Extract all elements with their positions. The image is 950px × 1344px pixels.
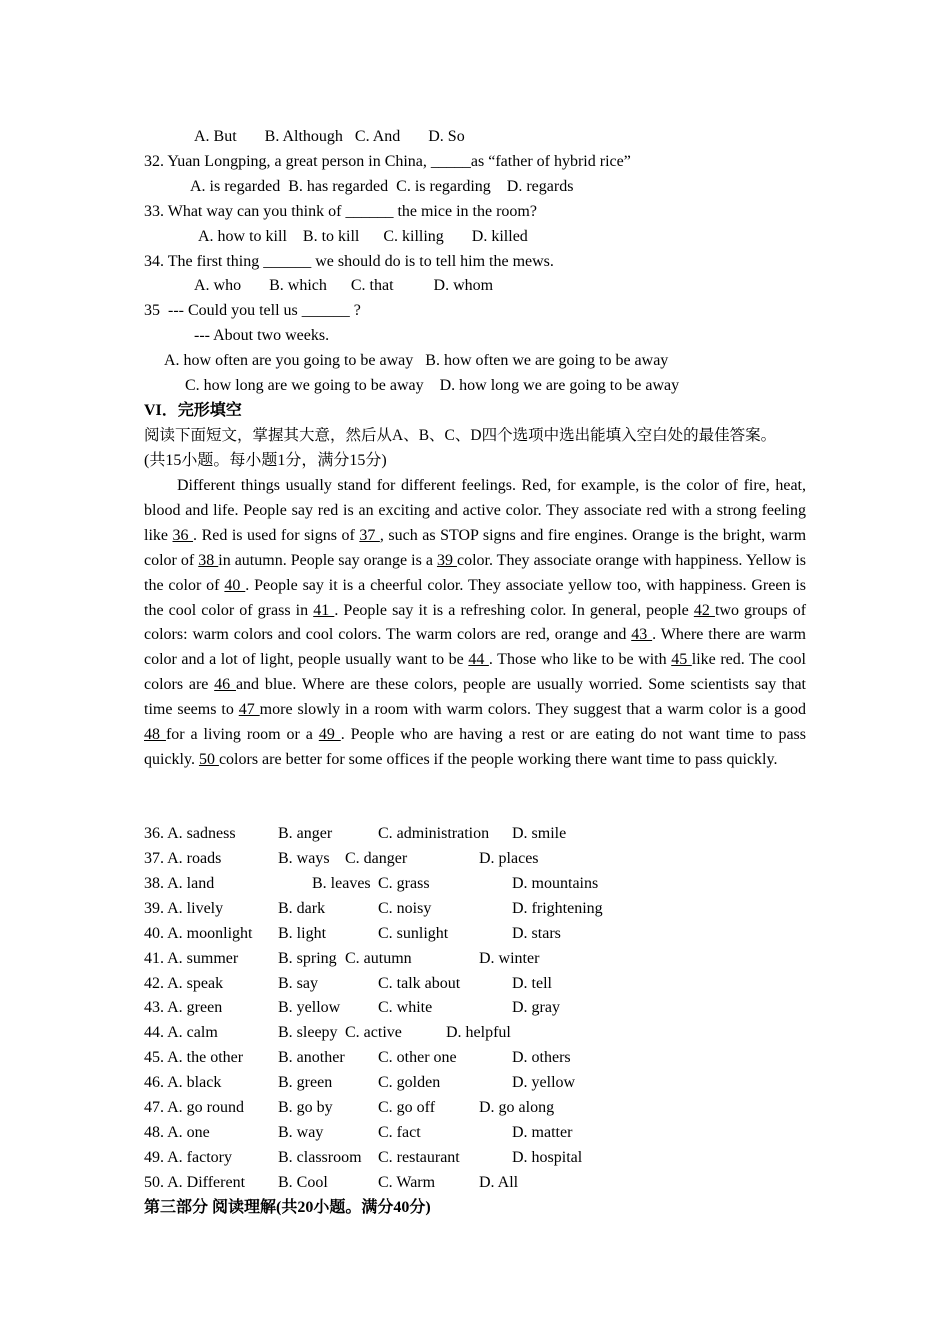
option-c: C. other one	[378, 1049, 457, 1066]
option-b: B. light	[278, 925, 327, 942]
blank-37: 37	[359, 526, 380, 544]
blank-36: 36	[172, 526, 194, 544]
q32-stem: 32. Yuan Longping, a great person in China, _____as “father of hybrid rice”	[144, 153, 631, 170]
q35-options-2: C. how long are we going to be away D. how long we are going to be away	[185, 377, 680, 394]
option-d: D. go along	[479, 1099, 555, 1116]
option-c: C. grass	[378, 875, 430, 892]
option-b: B. way	[278, 1124, 324, 1141]
option-b: B. leaves	[312, 875, 371, 892]
passage-text: colors are better for some offices if the people working there want time to pass quickly.	[218, 750, 778, 768]
section-title: VI．完形填空	[144, 402, 242, 419]
blank-46: 46	[214, 676, 236, 694]
option-a: 43. A. green	[144, 999, 223, 1016]
blank-48: 48	[144, 726, 166, 744]
q35-options-1: A. how often are you going to be away B. how often we are going to be away	[164, 352, 669, 369]
passage-text: . Where there are warm color and a lot of light, people usually want to be	[144, 626, 806, 669]
option-c: C. restaurant	[378, 1149, 460, 1166]
passage-text: color. They associate orange with happiness. Yellow is the color of	[144, 551, 807, 594]
blank-39: 39	[436, 551, 457, 569]
option-b: B. classroom	[278, 1149, 362, 1166]
blank-40: 40	[224, 576, 246, 594]
option-d: D. others	[512, 1049, 571, 1066]
option-c: C. sunlight	[378, 925, 449, 942]
q35-stem: 35 --- Could you tell us ______ ?	[144, 302, 361, 319]
option-b: B. dark	[278, 900, 326, 917]
option-d: D. tell	[512, 975, 552, 992]
passage-text: in autumn. People say orange is a	[218, 551, 437, 569]
section-instruction-score: (共15小题。每小题1分，满分15分)	[144, 452, 387, 469]
option-d: D. yellow	[512, 1074, 576, 1091]
passage-text: , such as STOP signs and fire engines. Orange is the bright, warm color of	[144, 526, 807, 569]
q34-options: A. who B. which C. that D. whom	[194, 277, 494, 294]
passage-text: for a living room or a	[165, 726, 319, 744]
part3-title: 第三部分 阅读理解(共20小题。满分40分)	[144, 1199, 431, 1216]
option-c: C. administration	[378, 825, 490, 842]
option-a: 47. A. go round	[144, 1099, 244, 1116]
blank-49: 49	[318, 726, 341, 744]
option-c: C. golden	[378, 1074, 441, 1091]
option-a: 36. A. sadness	[144, 825, 236, 842]
option-d: D. stars	[512, 925, 561, 942]
option-b: B. green	[278, 1074, 333, 1091]
option-c: C. noisy	[378, 900, 432, 917]
blank-38: 38	[198, 551, 219, 569]
option-c: C. danger	[345, 850, 408, 867]
option-a: 37. A. roads	[144, 850, 222, 867]
q32-options: A. is regarded B. has regarded C. is regarding D. regards	[190, 178, 574, 195]
q33-stem: 33. What way can you think of ______ the mice in the room?	[144, 203, 537, 220]
option-b: B. go by	[278, 1099, 333, 1116]
option-b: B. spring	[278, 950, 337, 967]
option-d: D. All	[479, 1174, 519, 1191]
option-a: 48. A. one	[144, 1124, 210, 1141]
option-d: D. gray	[512, 999, 560, 1016]
passage-text: . Those who like to be with	[488, 651, 672, 669]
passage-text: Different things usually stand for different feelings. Red, for example, is the color of fire, heat, blood and life. People say red is an exciting and active color. They associate red with a strong feeling like	[144, 477, 806, 544]
blank-42: 42	[693, 601, 715, 619]
option-a: 40. A. moonlight	[144, 925, 253, 942]
blank-45: 45	[671, 651, 692, 669]
option-c: C. white	[378, 999, 433, 1016]
passage-text: like red. The cool colors are	[144, 651, 807, 694]
option-b: B. ways	[278, 850, 330, 867]
option-c: C. talk about	[378, 975, 461, 992]
option-d: D. hospital	[512, 1149, 583, 1166]
passage-text: . Red is used for signs of	[193, 526, 360, 544]
q35-reply: --- About two weeks.	[194, 327, 330, 344]
option-d: D. winter	[479, 950, 540, 967]
option-a: 41. A. summer	[144, 950, 239, 967]
option-a: 46. A. black	[144, 1074, 222, 1091]
option-a: 44. A. calm	[144, 1024, 218, 1041]
q33-options: A. how to kill B. to kill C. killing D. killed	[198, 228, 528, 245]
option-b: B. Cool	[278, 1174, 328, 1191]
passage-text: . People who are having a rest or are eating do not want time to pass quickly.	[144, 726, 807, 768]
option-d: D. smile	[512, 825, 567, 842]
blank-47: 47	[238, 701, 260, 719]
option-b: B. sleepy	[278, 1024, 338, 1041]
option-d: D. places	[479, 850, 539, 867]
q34-stem: 34. The first thing ______ we should do is to tell him the mews.	[144, 253, 554, 270]
option-a: 50. A. Different	[144, 1174, 246, 1191]
passage-text: . People say it is a cheerful color. They associate yellow too, with happiness. Green is the cool color of grass in	[144, 576, 807, 619]
cloze-passage	[144, 474, 806, 773]
blank-41: 41	[313, 601, 335, 619]
option-d: D. frightening	[512, 900, 603, 917]
option-a: 39. A. lively	[144, 900, 224, 917]
passage-text: . People say it is a refreshing color. In general, people	[334, 601, 694, 619]
blank-50: 50	[198, 750, 219, 768]
option-c: C. autumn	[345, 950, 412, 967]
option-a: 38. A. land	[144, 875, 215, 892]
option-c: C. active	[345, 1024, 402, 1041]
option-b: B. yellow	[278, 999, 341, 1016]
option-c: C. go off	[378, 1099, 436, 1116]
passage-text: two groups of colors: warm colors and cool colors. The warm colors are red, orange and	[144, 601, 807, 644]
passage-text: more slowly in a room with warm colors. They suggest that a warm color is a good	[259, 701, 806, 719]
option-c: C. fact	[378, 1124, 421, 1141]
option-a: 49. A. factory	[144, 1149, 232, 1166]
blank-43: 43	[631, 626, 653, 644]
section-instruction: 阅读下面短文，掌握其大意，然后从A、B、C、D四个选项中选出能填入空白处的最佳答案。	[144, 427, 777, 444]
option-b: B. anger	[278, 825, 333, 842]
option-d: D. helpful	[446, 1024, 511, 1041]
option-c: C. Warm	[378, 1174, 436, 1191]
option-a: 45. A. the other	[144, 1049, 244, 1066]
blank-44: 44	[468, 651, 489, 669]
option-a: 42. A. speak	[144, 975, 224, 992]
option-d: D. mountains	[512, 875, 599, 892]
option-b: B. say	[278, 975, 318, 992]
passage-text: and blue. Where are these colors, people are usually worried. Some scientists say that time seems to	[144, 676, 807, 719]
option-b: B. another	[278, 1049, 345, 1066]
option-d: D. matter	[512, 1124, 573, 1141]
q31-options: A. But B. Although C. And D. So	[194, 128, 465, 145]
